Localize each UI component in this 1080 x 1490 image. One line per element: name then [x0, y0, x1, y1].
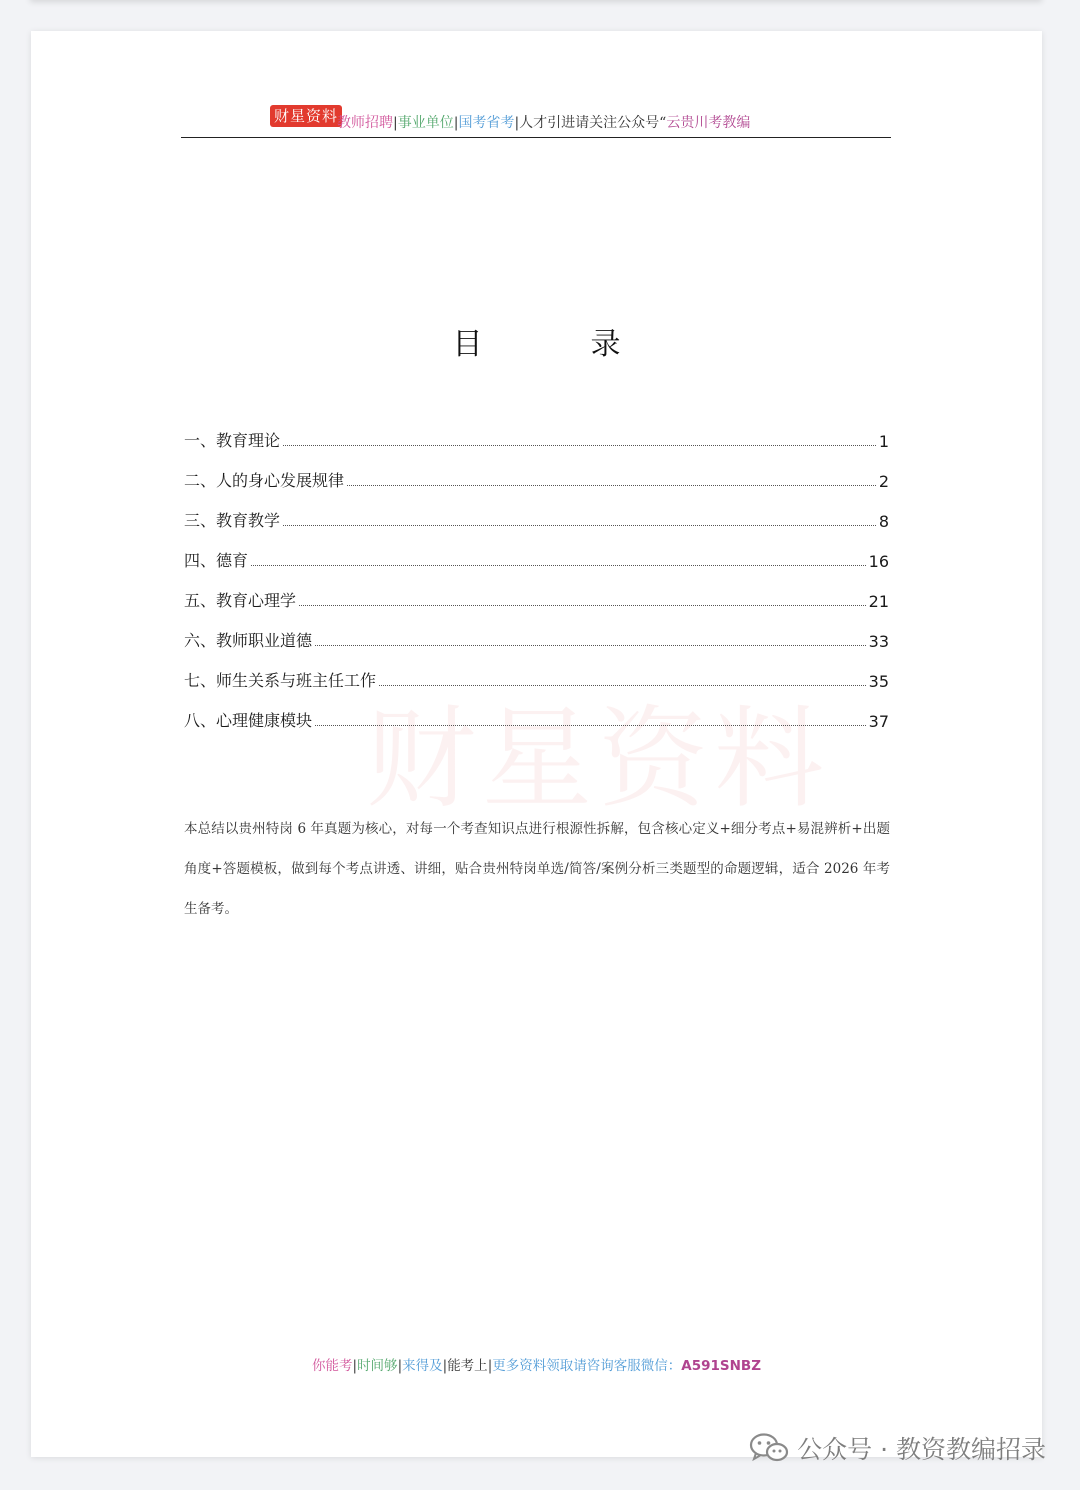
toc-title-right: 录: [590, 327, 621, 362]
toc-entry[interactable]: [184, 411, 889, 451]
toc-entry-page: 16: [868, 552, 889, 571]
page-footer: [31, 1354, 1042, 1374]
toc-leader-dots: [315, 725, 866, 726]
footer-separator: |: [352, 1358, 358, 1374]
toc-title-left: 目: [452, 327, 483, 362]
footer-segment: 能考上: [447, 1358, 488, 1374]
toc-leader-dots: [379, 685, 866, 686]
toc-entry[interactable]: [184, 571, 889, 611]
footer-separator: |: [442, 1358, 448, 1374]
footer-segment: 时间够: [357, 1358, 398, 1374]
toc-entry-label: 三、教育教学: [184, 511, 281, 530]
footer-separator: |: [397, 1358, 403, 1374]
header-segment: 国考省考: [458, 115, 515, 131]
toc-entry-page: 35: [868, 672, 889, 691]
toc-entry-page: 8: [878, 512, 889, 531]
document-page: [31, 31, 1042, 1457]
toc-leader-dots: [283, 525, 876, 526]
header-separator: |: [514, 115, 520, 131]
toc-leader-dots: [347, 485, 876, 486]
toc-entry-label: 五、教育心理学: [184, 591, 297, 610]
wechat-id: A591SNBZ: [681, 1358, 761, 1374]
toc-entry[interactable]: [184, 491, 889, 531]
wechat-account-mark: [749, 1430, 1046, 1466]
toc-entry-label: 四、德育: [184, 551, 249, 570]
toc-entry-label: 七、师生关系与班主任工作: [184, 671, 377, 690]
toc-entry-label: 六、教师职业道德: [184, 631, 313, 650]
header-separator: |: [453, 115, 459, 131]
footer-segment: 更多资料领取请咨询客服微信：: [492, 1358, 682, 1374]
toc-entry[interactable]: [184, 531, 889, 571]
toc-entry[interactable]: [184, 611, 889, 651]
header-segment: 事业单位: [397, 115, 454, 131]
header-segment: 人才引进请关注公众号“: [519, 115, 667, 131]
toc-entry[interactable]: [184, 451, 889, 491]
toc-entry-page: 2: [878, 472, 889, 491]
summary-paragraph: 本总结以贵州特岗 6 年真题为核心，对每一个考查知识点进行根源性拆解，包含核心定义+细分考点+易混辨析+出题角度+答题模板，做到每个考点讲透、讲细，贴合贵州特岗单选/简答/案例分析三类题型的命题逻辑，适合 2026 年考生备考。: [184, 821, 890, 917]
toc-entry[interactable]: [184, 691, 889, 731]
page-header: [181, 103, 891, 138]
toc-entry-label: 八、心理健康模块: [184, 711, 313, 730]
table-of-contents: [184, 411, 889, 731]
header-text: [337, 113, 750, 133]
wechat-icon: [749, 1432, 789, 1464]
footer-separator: |: [487, 1358, 493, 1374]
watermark-text: 财星资料: [366, 695, 830, 823]
footer-segment: 你能考: [312, 1358, 353, 1374]
toc-entry-page: 21: [868, 592, 889, 611]
toc-entry-page: 33: [868, 632, 889, 651]
toc-entry-label: 一、教育理论: [184, 431, 281, 450]
header-separator: |: [393, 115, 398, 131]
header-segment: 教师招聘: [337, 115, 393, 131]
toc-entry-page: 1: [878, 432, 889, 451]
header-account-name: 云贵川考教编: [666, 115, 751, 131]
toc-title: [31, 319, 1042, 363]
footer-segment: 来得及: [402, 1358, 443, 1374]
toc-entry-page: 37: [868, 712, 889, 731]
toc-leader-dots: [251, 565, 866, 566]
toc-leader-dots: [283, 445, 876, 446]
toc-entry-label: 二、人的身心发展规律: [184, 471, 345, 490]
toc-leader-dots: [299, 605, 866, 606]
toc-entry[interactable]: [184, 651, 889, 691]
account-name: 公众号 · 教资教编招录: [797, 1435, 1046, 1464]
toc-leader-dots: [315, 645, 866, 646]
brand-logo: 财星资料: [270, 105, 342, 127]
